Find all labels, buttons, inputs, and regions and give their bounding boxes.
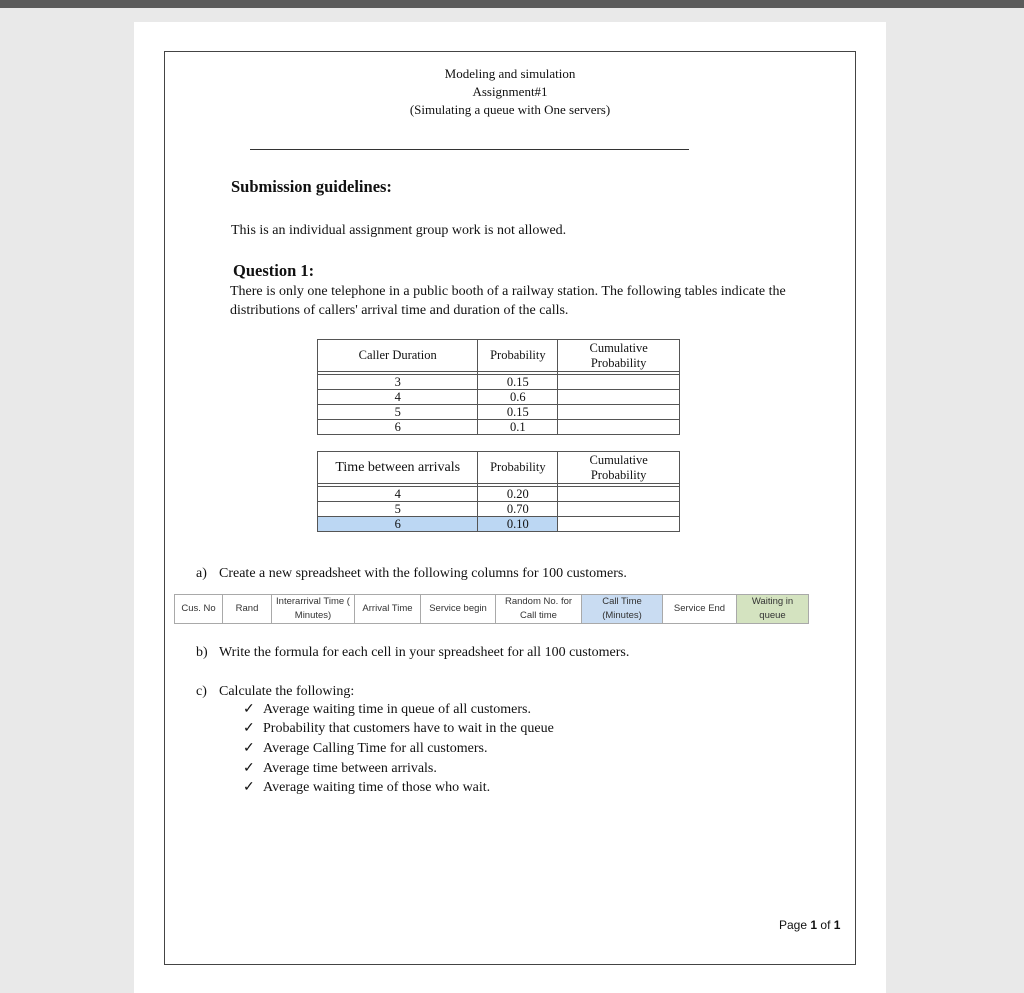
question1-text-line1: There is only one telephone in a public booth of a railway station. The following tables indicate the: [230, 284, 786, 299]
column-service-begin: Service begin: [420, 594, 496, 624]
checkmark-icon: ✓: [243, 780, 255, 795]
table-row: 4 0.20: [318, 487, 680, 502]
table-row: 5 0.70: [318, 502, 680, 517]
table-row: 4 0.6: [318, 390, 680, 405]
checkmark-icon: ✓: [243, 702, 255, 717]
submission-heading: Submission guidelines:: [231, 177, 392, 196]
caller-duration-table: [317, 339, 680, 435]
table-row: 5 0.15: [318, 405, 680, 420]
list-item: ✓ Average waiting time in queue of all customers.: [243, 702, 531, 717]
course-title: Modeling and simulation: [444, 66, 576, 81]
column-arrival-time: Arrival Time: [354, 594, 421, 624]
col-time-between-arrivals: Time between arrivals: [318, 452, 478, 484]
part-a-label: a): [196, 566, 207, 581]
table-row-selected: 6 0.10: [318, 517, 680, 532]
column-rand: Rand: [222, 594, 272, 624]
col-caller-duration: Caller Duration: [318, 340, 478, 372]
checkmark-icon: ✓: [243, 721, 255, 736]
question1-heading: Question 1:: [233, 261, 315, 280]
arrival-time-table: [317, 451, 680, 532]
list-item: ✓ Average Calling Time for all customers.: [243, 741, 488, 756]
spreadsheet-columns: [175, 594, 809, 624]
assignment-title: Assignment#1: [472, 84, 548, 99]
part-b-label: b): [196, 645, 208, 660]
part-c-label: c): [196, 684, 207, 699]
viewer-top-bar: [0, 0, 1024, 8]
column-interarrival-time: Interarrival Time ( Minutes): [271, 594, 355, 624]
header-divider: [250, 149, 689, 150]
checkmark-icon: ✓: [243, 761, 255, 776]
column-service-end: Service End: [662, 594, 737, 624]
column-cus-no: Cus. No: [174, 594, 223, 624]
question1-text-line2: distributions of callers' arrival time and duration of the calls.: [230, 303, 569, 318]
col-cumulative-probability: Cumulative Probability: [558, 452, 680, 484]
col-cumulative-probability: Cumulative Probability: [558, 340, 680, 372]
col-probability: Probability: [478, 452, 558, 484]
list-item: ✓ Probability that customers have to wait in the queue: [243, 721, 554, 736]
column-call-time: Call Time (Minutes): [581, 594, 663, 624]
column-waiting-in-queue: Waiting in queue: [736, 594, 809, 624]
table-row: 3 0.15: [318, 375, 680, 390]
part-c-text: Calculate the following:: [219, 684, 355, 699]
page-number: Page 1 of 1: [779, 918, 841, 932]
column-random-no-call-time: Random No. for Call time: [495, 594, 582, 624]
col-probability: Probability: [478, 340, 558, 372]
table-row: 6 0.1: [318, 420, 680, 435]
part-b-text: Write the formula for each cell in your spreadsheet for all 100 customers.: [219, 645, 630, 660]
submission-text: This is an individual assignment group work is not allowed.: [231, 223, 567, 238]
list-item: ✓ Average waiting time of those who wait.: [243, 780, 491, 795]
checkmark-icon: ✓: [243, 741, 255, 756]
list-item: ✓ Average time between arrivals.: [243, 761, 437, 776]
part-a-text: Create a new spreadsheet with the following columns for 100 customers.: [219, 566, 627, 581]
assignment-subtitle: (Simulating a queue with One servers): [409, 102, 611, 117]
